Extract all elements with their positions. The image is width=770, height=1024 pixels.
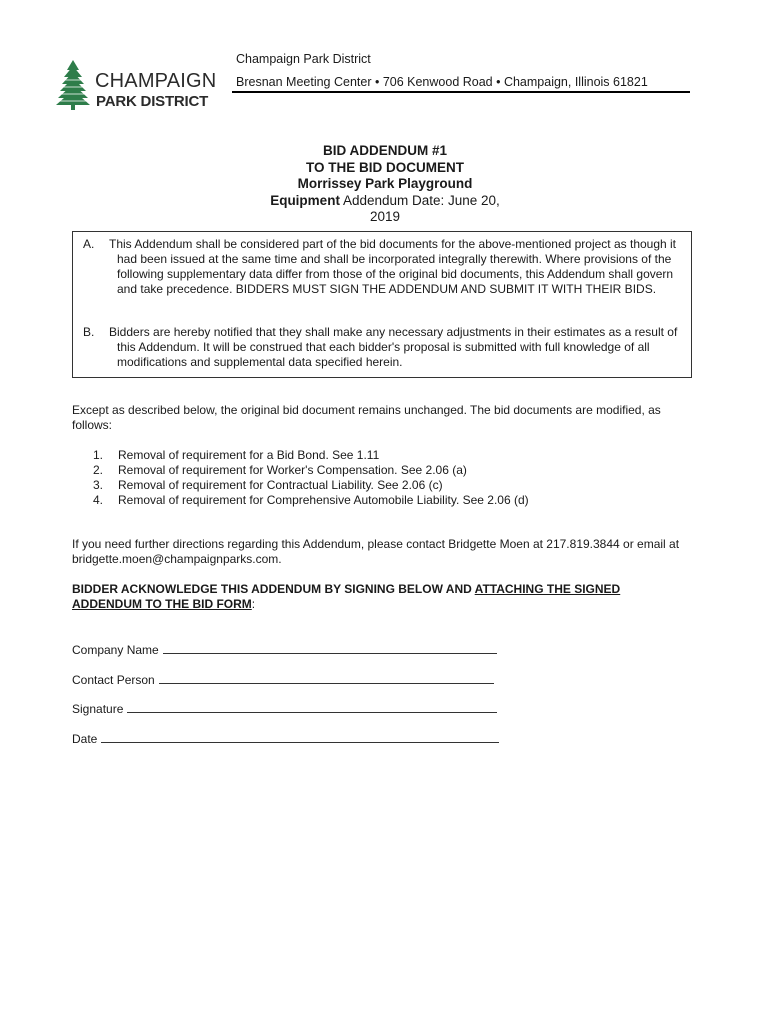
signature-label: Signature xyxy=(72,702,124,716)
list-item xyxy=(93,463,613,478)
org-name: Champaign Park District xyxy=(236,52,371,66)
company-name-line[interactable] xyxy=(163,641,497,654)
contact-person-line[interactable] xyxy=(159,671,494,684)
modification-intro: Except as described below, the original bid document remains unchanged. The bid documents are modified, as follows: xyxy=(72,403,661,432)
title-line-4 xyxy=(240,193,530,210)
header-divider xyxy=(232,91,690,93)
contact-instructions: If you need further directions regarding this Addendum, please contact Bridgette Moen at 217.819.3844 or email at bridgette.moen@champaignparks.com. xyxy=(72,537,680,566)
company-name-field[interactable] xyxy=(72,641,497,657)
title-line-5: 2019 xyxy=(369,209,401,224)
acknowledge-instructions xyxy=(72,582,692,612)
document-title xyxy=(240,143,530,226)
acknowledge-underlined-text: ATTACHING THE SIGNED ADDENDUM TO THE BID FORM xyxy=(72,582,621,611)
pine-tree-icon xyxy=(53,58,93,114)
list-item-text: Removal of requirement for Comprehensive Automobile Liability. See 2.06 (d) xyxy=(118,493,529,507)
paragraph-a-body: This Addendum shall be considered part of the bid documents for the above-mentioned project as though it had been issued at the same time and shall be incorporated integrally therewith. Where provisions of the following supplementary data differ from those of the original bid documents, this Addendum shall govern and take precedence. BIDDERS MUST SIGN THE ADDENDUM AND SUBMIT IT WITH THEIR BIDS. xyxy=(109,237,677,296)
list-item xyxy=(93,493,613,508)
title-addendum-date: Addendum Date: June 20, xyxy=(339,192,500,208)
contact-person-field[interactable] xyxy=(72,671,494,687)
paragraph-b-body: Bidders are hereby notified that they shall make any necessary adjustments in their estimates as a result of this Addendum. It will be construed that each bidder's proposal is submitted with full knowledge of all modifications and supplemental data specified herein. xyxy=(109,325,678,369)
list-item-number: 3. xyxy=(93,478,104,492)
contact-person-label: Contact Person xyxy=(72,673,155,687)
paragraph-b-label: B. xyxy=(83,325,95,339)
title-line-3: Morrissey Park Playground xyxy=(297,176,473,191)
list-item xyxy=(93,478,613,493)
logo-wordmark-park-district: PARK DISTRICT xyxy=(96,93,209,110)
list-item-number: 2. xyxy=(93,463,104,477)
notice-box xyxy=(72,231,692,378)
date-field[interactable] xyxy=(72,730,499,746)
paragraph-a-label: A. xyxy=(83,237,95,251)
champaign-park-district-logo xyxy=(53,58,217,114)
date-line[interactable] xyxy=(101,730,499,743)
signature-field[interactable] xyxy=(72,700,497,716)
list-item-text: Removal of requirement for a Bid Bond. See 1.11 xyxy=(118,448,380,462)
list-item-number: 4. xyxy=(93,493,104,507)
logo-wordmark-champaign: CHAMPAIGN xyxy=(95,70,217,92)
acknowledge-text: BIDDER ACKNOWLEDGE THIS ADDENDUM BY SIGNING BELOW AND xyxy=(72,582,475,596)
title-line-2: TO THE BID DOCUMENT xyxy=(306,159,464,175)
paragraph-a-text xyxy=(83,237,685,297)
org-address: Bresnan Meeting Center • 706 Kenwood Road • Champaign, Illinois 61821 xyxy=(236,75,648,89)
company-name-label: Company Name xyxy=(72,643,159,657)
list-item-text: Removal of requirement for Contractual Liability. See 2.06 (c) xyxy=(118,478,443,492)
acknowledge-colon: : xyxy=(251,597,256,611)
list-item-number: 1. xyxy=(93,448,104,462)
title-equipment: Equipment xyxy=(270,192,340,208)
list-item-text: Removal of requirement for Worker's Compensation. See 2.06 (a) xyxy=(118,463,467,477)
title-line-1: BID ADDENDUM #1 xyxy=(322,143,447,158)
paragraph-b-text xyxy=(83,325,685,370)
signature-line[interactable] xyxy=(127,700,497,713)
list-item xyxy=(93,448,613,463)
changes-list xyxy=(93,448,613,508)
date-label: Date xyxy=(72,732,98,746)
